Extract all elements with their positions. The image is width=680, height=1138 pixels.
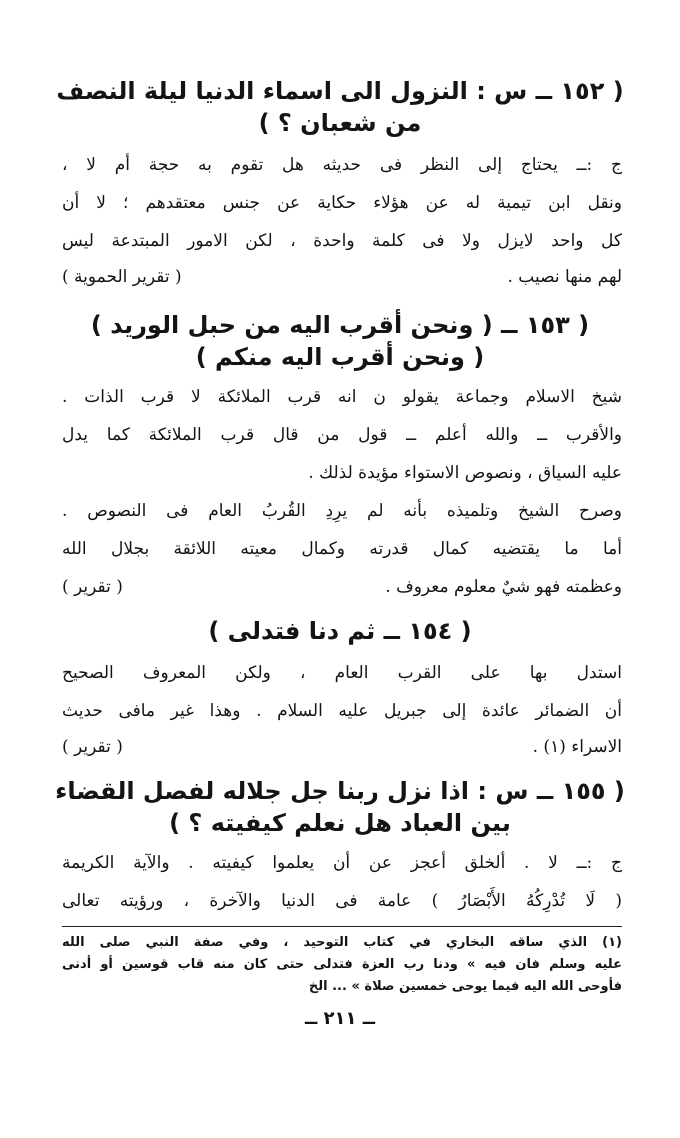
q153-text-line-1: شيخ الاسلام وجماعة يقولو ن انه قرب الملائكة لا قرب الذات .: [62, 387, 622, 407]
q152-text-line-2: ونقل ابن تيمية له عن هؤلاء حكاية عن جنس معتقدهم ؛ لا أن: [62, 193, 622, 213]
page-number: ــ ٢١١ ــ: [304, 1008, 376, 1029]
footnote-line-2: عليه وسلم فان فيه » ودنا رب العزة فتدلى حتى كان منه قاب قوسين أو أدنى: [62, 957, 622, 972]
footnote-line-1: (١) الذي ساقه البخاري في كتاب التوحيد ، وفي صفة النبي صلى الله: [62, 935, 622, 950]
q154-heading: ( ١٥٤ ــ ثم دنا فتدلى ): [208, 617, 472, 645]
q153-text-line-2: والأقرب ــ والله أعلم ــ قول من قال قرب الملائكة كما يدل: [62, 425, 622, 445]
q154-text-line-1: استدل بها على القرب العام ، ولكن المعروف الصحيح: [62, 663, 622, 683]
q153-text-line-5: أما ما يقتضيه كمال قدرته وكمال معيته اللائقة بجلال الله: [62, 539, 622, 559]
q153-heading-line-2: ( ونحن أقرب اليه منكم ): [195, 343, 485, 371]
footnote-line-3: فأوحى الله اليه فيما يوحى خمسين صلاة » ... الخ: [308, 979, 622, 994]
q153-text-line-6: وعظمته فهو شيٌ معلوم معروف .: [385, 577, 622, 597]
q153-heading-line-1: ( ١٥٣ ــ ( ونحن أقرب اليه من حبل الوريد ): [90, 311, 590, 339]
q152-text-line-1: ج :ــ يحتاج إلى النظر فى حديثه هل تقوم به حجة أم لا ،: [62, 155, 622, 175]
footnote-divider: [62, 926, 622, 927]
q152-heading-line-1: ( ١٥٢ ــ س : النزول الى اسماء الدنيا ليلة النصف: [56, 77, 624, 105]
q155-heading-line-1: ( ١٥٥ ــ س : اذا نزل ربنا جل جلاله لفصل القضاء: [55, 777, 625, 805]
q155-text-line-1: ج :ــ لا . ألخلق أعجز عن أن يعلموا كيفيته . والآية الكريمة: [62, 853, 622, 873]
q153-text-line-4: وصرح الشيخ وتلميذه بأنه لم يرِدِ القُربُ العام فى النصوص .: [62, 501, 622, 521]
q153-text-row-6: [62, 572, 622, 602]
q153-text-line-3: عليه السياق ، ونصوص الاستواء مؤيدة لذلك .: [308, 463, 622, 483]
q152-text-line-3: كل واحد لايزل ولا فى كلمة واحدة ، لكن الامور المبتدعة ليس: [62, 231, 622, 251]
q155-text-line-2: ( لَا تُدْرِكُهُ الأَبْصَارُ ) عامة فى الدنيا والآخرة ، ورؤيته تعالى: [62, 891, 622, 911]
q152-text-row-4: [62, 262, 622, 292]
q154-text-line-2: أن الضمائر عائدة إلى جبريل عليه السلام . وهذا غير مافى حديث: [62, 701, 622, 721]
q152-source: ( تقرير الحموية ): [62, 267, 182, 287]
q155-heading-line-2: بين العباد هل نعلم كيفيته ؟ ): [169, 809, 511, 837]
q154-text-line-3: الاسراء (١) .: [532, 737, 622, 757]
q152-text-line-4: لهم منها نصيب .: [507, 267, 622, 287]
q153-source: ( تقرير ): [62, 577, 123, 597]
q152-heading-line-2: من شعبان ؟ ): [258, 109, 422, 137]
q154-source: ( تقرير ): [62, 737, 123, 757]
q154-text-row-3: [62, 732, 622, 762]
